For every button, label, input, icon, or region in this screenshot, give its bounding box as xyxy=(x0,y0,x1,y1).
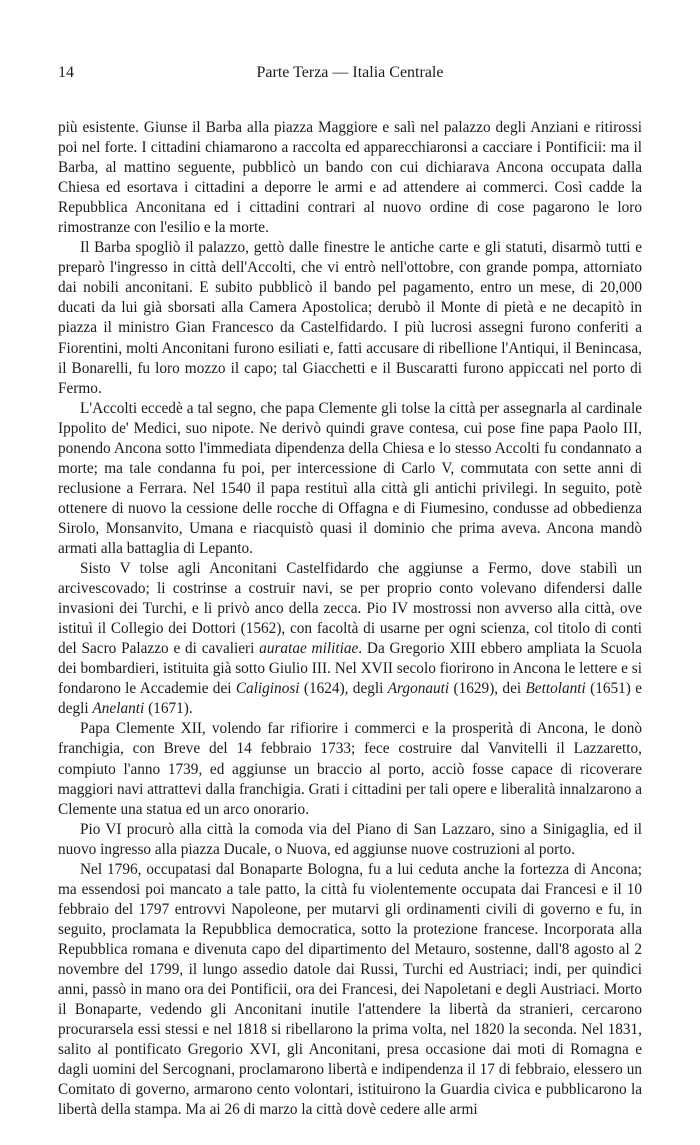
text-run: L'Accolti eccedè a tal segno, che papa Clemente gli tolse la città per assegnarla al cardinale Ippolito de' Medici, suo nipote. Ne derivò quindi grave contesa, cui pose fine papa Paolo III, ponendo Ancona sotto l'immediata dipendenza della Chiesa e lo stesso Accolti fu condannato a morte; ma tale condanna fu poi, per intercessione di Carlo V, commutata con sette anni di reclusione a Ferrara. Nel 1540 il papa restituì alla città gli antichi privilegi. In seguito, potè ottenere di nuovo la cessione delle rocche di Offagna e di Fiumesino, condusse ad obbedienza Sirolo, Monsanvito, Umana e riacquistò quasi il dominio che prima aveva. Ancona mandò armati alla battaglia di Lepanto. xyxy=(58,399,642,557)
italic-term: auratae militiae xyxy=(259,640,359,658)
italic-term: Anelanti xyxy=(92,700,145,718)
paragraph xyxy=(58,118,642,238)
page-header xyxy=(58,64,642,88)
page-number: 14 xyxy=(58,64,74,81)
paragraph xyxy=(58,559,642,719)
italic-term: Caliginosi xyxy=(235,680,300,698)
paragraph xyxy=(58,860,642,1121)
paragraph xyxy=(58,399,642,559)
text-run: (1624), degli xyxy=(299,680,388,698)
body-text xyxy=(58,118,642,1120)
italic-term: Argonauti xyxy=(387,680,450,698)
text-run: più esistente. Giunse il Barba alla piazza Maggiore e salì nel palazzo degli Anziani e ritirossi poi nel forte. I cittadini chiamarono a raccolta ed apparecchiaronsi a cacciare i Pontificii: ma il Barba, al mattino seguente, pubblicò un bando con cui dichiarava Ancona occupata dalla Chiesa ed esortava i cittadini a deporre le armi e ad attendere ai commerci. Così cadde la Repubblica Anconitana ed i cittadini contrari al nuovo ordine di cose pagarono le loro rimostranze con l'esilio e la morte. xyxy=(58,119,642,237)
text-run: Sisto V tolse agli Anconitani Castelfidardo che aggiunse a Fermo, dove stabilì un arcivescovado; li costrinse a costruir navi, se per proprio conto volevano difendersi dalle invasioni dei Turchi, e li privò anco della zecca. Pio IV mostrossi non avverso alla città, ove istituì il Collegio dei Dottori (1562), con facoltà di usarne per ogni scienza, col titolo di conti del Sacro Palazzo e di cavalieri xyxy=(58,560,642,658)
paragraph xyxy=(58,238,642,398)
italic-term: Bettolanti xyxy=(525,680,586,698)
running-title: Parte Terza — Italia Centrale xyxy=(256,64,444,81)
paragraph xyxy=(58,719,642,819)
text-run: . Da Gregorio XIII ebbero ampliata la Scuola dei bombardieri, istituita già sotto Giulio III. Nel XVII secolo fiorirono in Ancona le lettere e si fondarono le Accademie dei xyxy=(58,640,642,698)
text-run: (1671). xyxy=(144,700,193,718)
text-run: (1629), dei xyxy=(449,680,526,698)
text-run: Papa Clemente XII, volendo far rifiorire i commerci e la prosperità di Ancona, le donò franchigia, con Breve del 14 febbraio 1733; fece costruire dal Vanvitelli il Lazzaretto, compiuto l'anno 1739, ed aggiunse un braccio al porto, acciò fosse capace di ricoverare maggiori navi attrattevi dalla franchigia. Grati i cittadini per tali opere e liberalità innalzarono a Clemente una statua ed un arco onorario. xyxy=(58,720,643,818)
text-run: (1651) e degli xyxy=(58,680,642,718)
text-run: Nel 1796, occupatasi dal Bonaparte Bologna, fu a lui ceduta anche la fortezza di Ancona; ma essendosi poi mancato a tale patto, la città fu violentemente occupata dai Francesi e il 10 febbraio del 1797 entrovvi Napoleone, per mutarvi gli ordinamenti civili di governo e fu, in seguito, proclamata la Repubblica democratica, sotto la protezione francese. Incorporata alla Repubblica romana e divenuta capo del dipartimento del Metauro, sostenne, dall'8 agosto al 2 novembre del 1799, il lungo assedio datole dai Russi, Turchi ed Austriaci; indi, per quindici anni, passò in mano ora dei Pontificii, ora dei Francesi, dei Napoletani e degli Austriaci. Morto il Bonaparte, vedendo gli Anconitani inutile l'attendere la libertà da stranieri, cercarono procurarsela essi stessi e nel 1818 si ribellarono la prima volta, nel 1820 la seconda. Nel 1831, salito al pontificato Gregorio XVI, gli Anconitani, presa occasione dai moti di Romagna e dagli uomini del Sercognani, proclamarono libertà e indipendenza il 17 di febbraio, elessero un Comitato di governo, armarono cento volontari, istituirono la Guardia civica e pubblicarono la libertà della stampa. Ma ai 26 di marzo la città dovè cedere alle armi xyxy=(58,860,642,1119)
text-run: Pio VI procurò alla città la comoda via del Piano di San Lazzaro, sino a Sinigaglia, ed il nuovo ingresso alla piazza Ducale, o Nuova, ed aggiunse nuove costruzioni al porto. xyxy=(58,820,642,858)
paragraph xyxy=(58,820,642,860)
text-run: Il Barba spogliò il palazzo, gettò dalle finestre le antiche carte e gli statuti, disarmò tutti e preparò l'ingresso in città dell'Accolti, che vi entrò nell'ottobre, con grande pompa, attorniato dai nobili anconitani. E subito pubblicò il bando pel pagamento, entro un mese, di 20,000 ducati da lui già sborsati alla Camera Apostolica; derubò il Monte di pietà e ne decapitò in piazza il ministro Gian Francesco da Castelfidardo. I più lucrosi assegni furono conferiti a Fiorentini, molti Anconitani furono esiliati e, fatti accusare di ribellione l'Antiqui, il Benincasa, il Bonarelli, fu loro mozzo il capo; tal Giacchetti e il Buscaratti furono appiccati nel porto di Fermo. xyxy=(58,239,642,397)
